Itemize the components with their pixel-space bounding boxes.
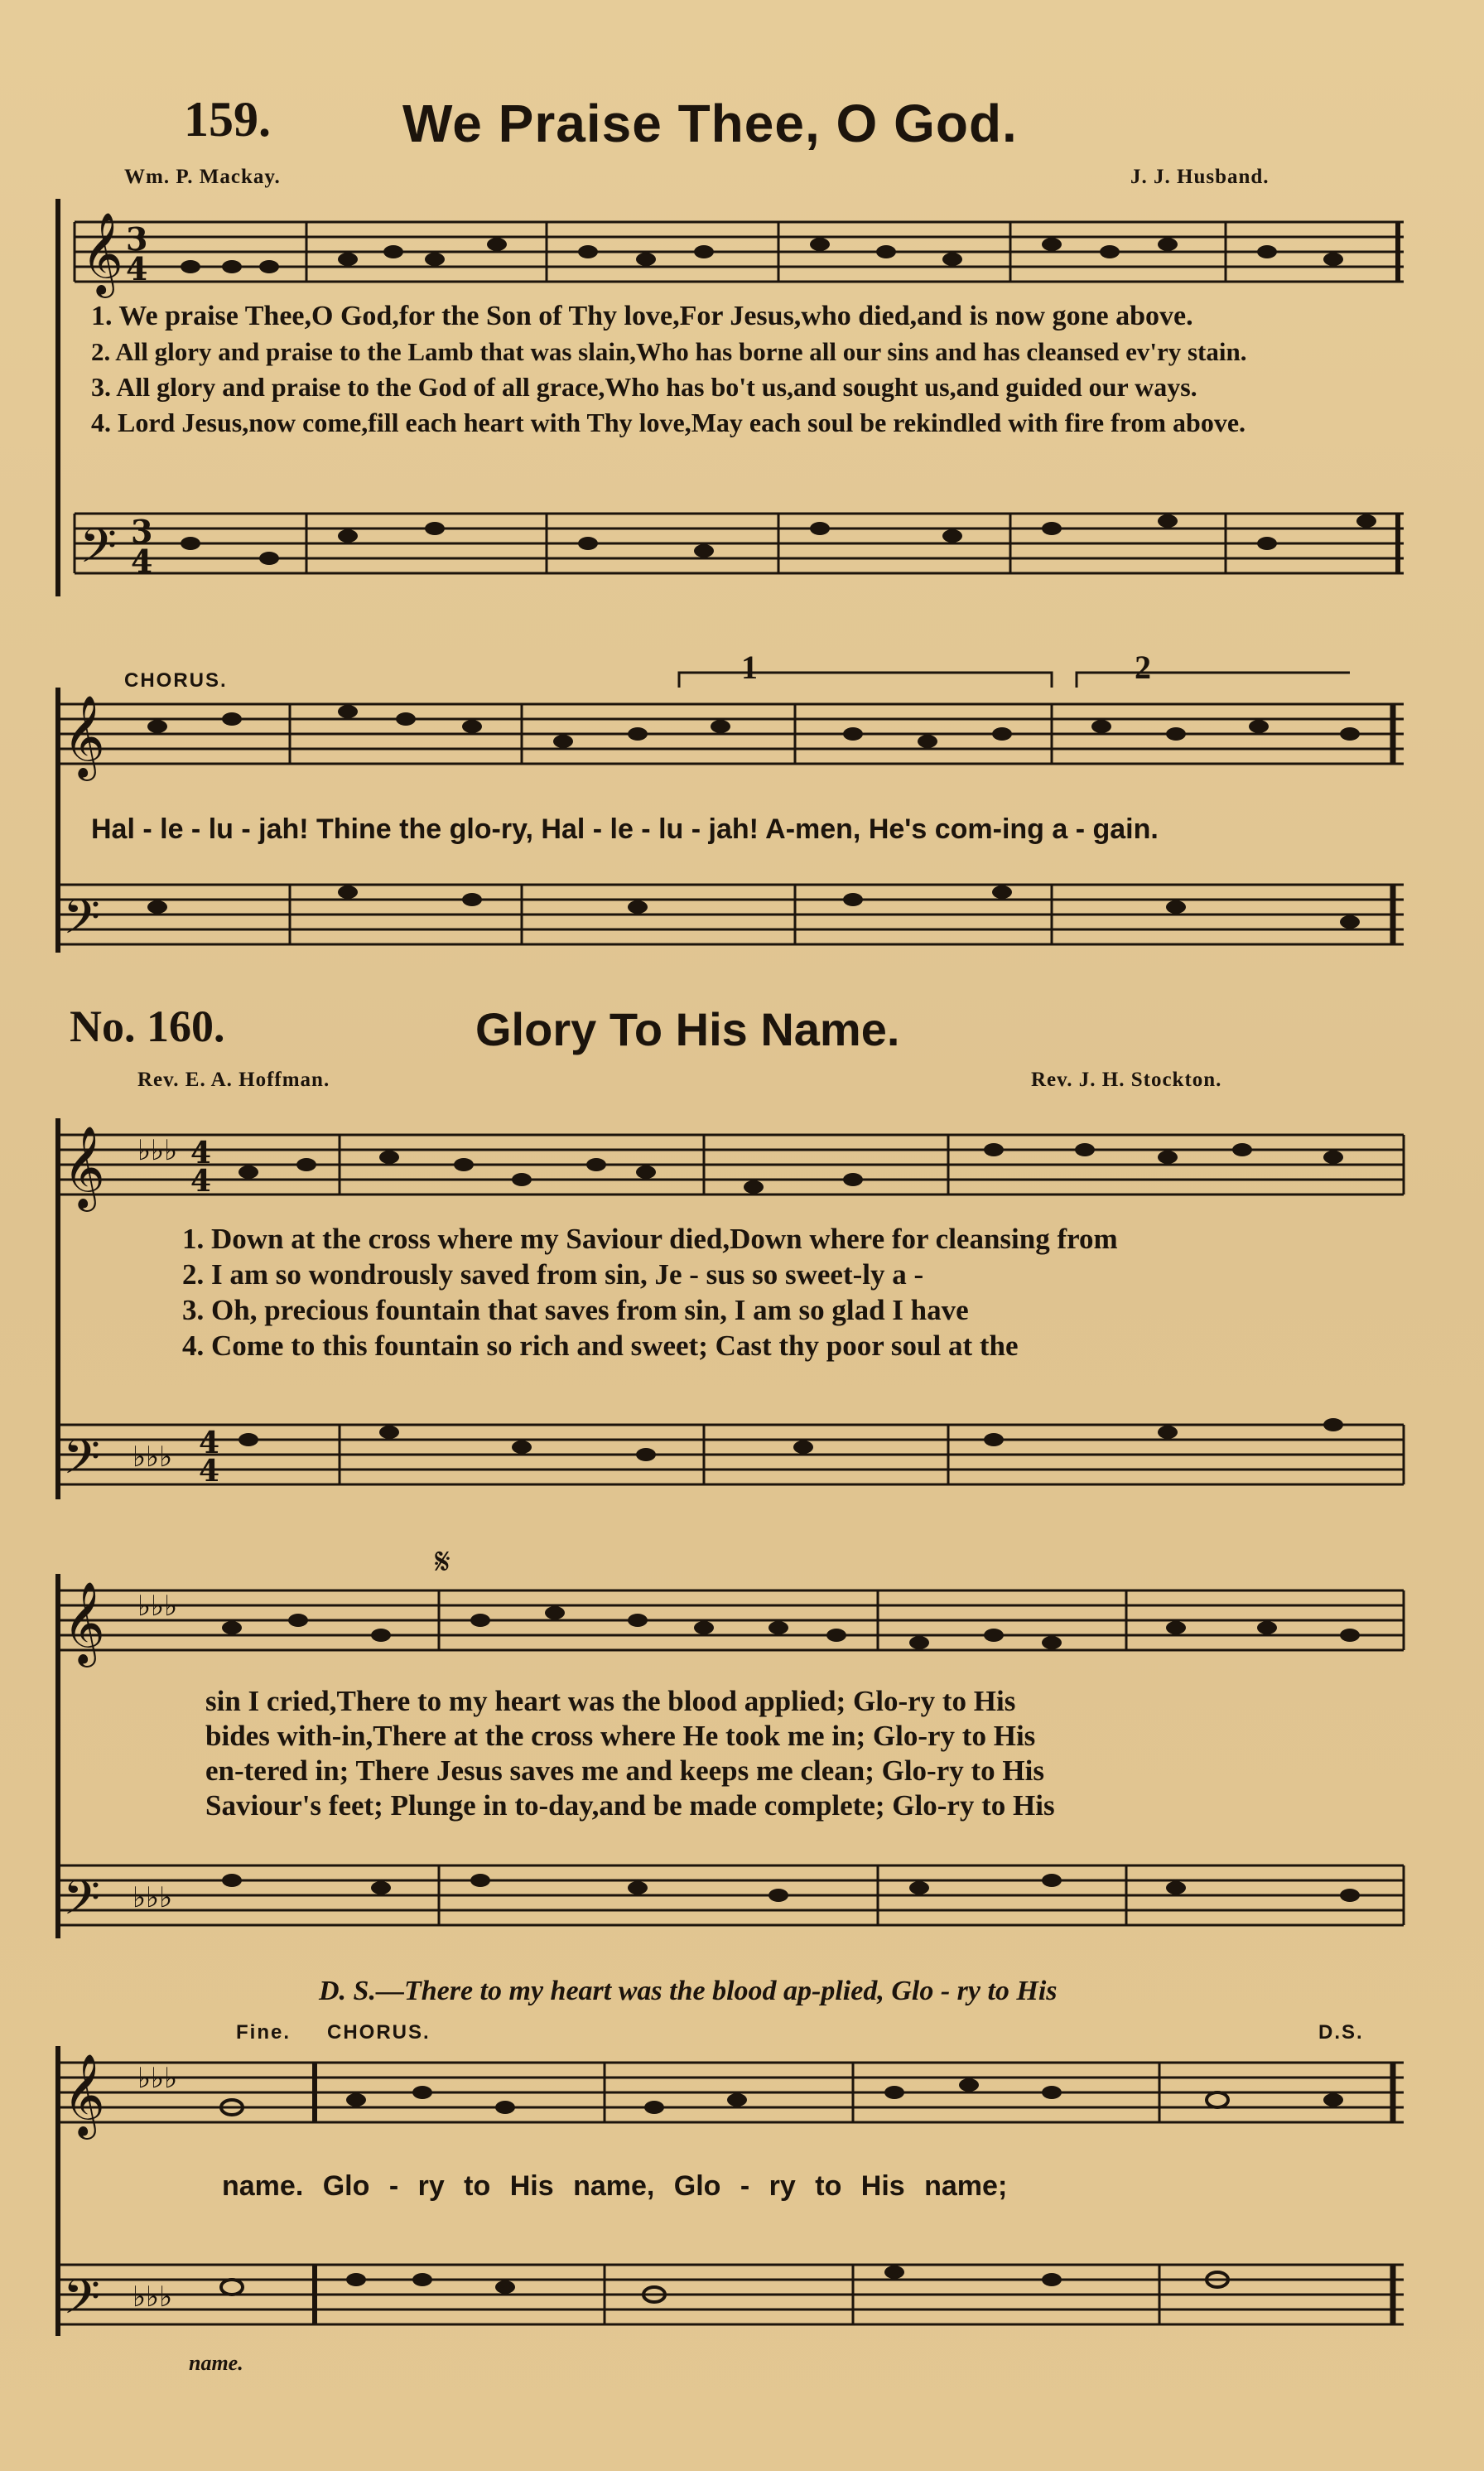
- verse-line: bides with-in,There at the cross where He took me in; Glo-ry to His: [205, 1720, 1036, 1752]
- verse-line: 3. All glory and praise to the God of all grace,Who has bo't us,and sought us,and guided our ways.: [91, 372, 1197, 402]
- svg-text:𝄢: 𝄢: [63, 889, 101, 957]
- svg-text:4: 4: [131, 543, 153, 580]
- verse-block: [91, 298, 1246, 441]
- fine-label: Fine.: [236, 2021, 292, 2044]
- svg-text:𝄢: 𝄢: [63, 2269, 101, 2337]
- svg-text:♭♭♭: ♭♭♭: [132, 2280, 173, 2314]
- svg-text:3: 3: [131, 513, 153, 550]
- verse-line: 2. All glory and praise to the Lamb that was slain,Who has borne all our sins and has cleansed ev'ry stain.: [91, 337, 1247, 366]
- da-segno-line: D. S.—There to my heart was the blood ap-plied, Glo - ry to His: [319, 1976, 1058, 2006]
- svg-text:4: 4: [190, 1136, 212, 1170]
- svg-text:♭♭♭: ♭♭♭: [132, 1441, 173, 1474]
- composer-credit: J. J. Husband.: [1130, 166, 1270, 188]
- verse-line: 1. Down at the cross where my Saviour died,Down where for cleansing from: [182, 1223, 1118, 1255]
- verse-line: sin I cried,There to my heart was the blood applied; Glo-ry to His: [205, 1685, 1016, 1717]
- svg-text:𝄞: 𝄞: [63, 1581, 105, 1664]
- hymn-title: Glory To His Name.: [475, 1003, 900, 1055]
- ds-mark: D.S.: [1318, 2021, 1364, 2044]
- svg-text:𝄋: 𝄋: [435, 1541, 450, 1583]
- svg-text:4: 4: [199, 1454, 220, 1489]
- music-staff-system-2: [58, 663, 1409, 961]
- verse-line: 1. We praise Thee,O God,for the Son of Thy love,For Jesus,who died,and is now gone above.: [91, 301, 1193, 331]
- verse-line: 4. Come to this fountain so rich and sweet; Cast thy poor soul at the: [182, 1330, 1019, 1362]
- svg-text:♭♭♭: ♭♭♭: [137, 1590, 178, 1623]
- author-credit: Wm. P. Mackay.: [124, 166, 281, 188]
- author-credit: Rev. E. A. Hoffman.: [137, 1069, 330, 1091]
- verse-block: [182, 1221, 1118, 1363]
- svg-text:𝄞: 𝄞: [63, 695, 105, 778]
- svg-text:4: 4: [126, 250, 148, 287]
- chorus-label: CHORUS.: [327, 2021, 431, 2044]
- verse-line: 3. Oh, precious fountain that saves from sin, I am so glad I have: [182, 1294, 969, 1326]
- svg-text:3: 3: [126, 220, 148, 258]
- chorus-lyric: name. Glo - ry to His name, Glo - ry to His name;: [222, 2170, 1008, 2202]
- svg-text:4: 4: [190, 1164, 212, 1199]
- svg-text:4: 4: [199, 1426, 220, 1460]
- verse-block: [205, 1684, 1055, 1823]
- svg-text:𝄞: 𝄞: [81, 212, 123, 295]
- ending-1-label: 1: [741, 649, 758, 686]
- svg-text:♭♭♭: ♭♭♭: [137, 1134, 178, 1167]
- verse-line: 4. Lord Jesus,now come,fill each heart with Thy love,May each soul be rekindled with fire from above.: [91, 408, 1246, 437]
- svg-text:𝄞: 𝄞: [63, 2054, 105, 2136]
- svg-text:𝄢: 𝄢: [63, 1429, 101, 1497]
- hymn-number: No. 160.: [70, 1001, 225, 1051]
- svg-text:♭♭♭: ♭♭♭: [137, 2062, 178, 2095]
- svg-text:𝄞: 𝄞: [63, 1126, 105, 1209]
- chorus-label: CHORUS.: [124, 669, 228, 692]
- svg-text:𝄢: 𝄢: [63, 1870, 101, 1938]
- chorus-lyric: Hal - le - lu - jah! Thine the glo-ry, Hal - le - lu - jah! A-men, He's com-ing a - gain.: [91, 813, 1159, 845]
- svg-text:♭♭♭: ♭♭♭: [132, 1881, 173, 1914]
- ending-2-label: 2: [1135, 649, 1151, 686]
- composer-credit: Rev. J. H. Stockton.: [1031, 1069, 1222, 1091]
- verse-line: 2. I am so wondrously saved from sin, Je - sus so sweet-ly a -: [182, 1258, 924, 1291]
- hymn-title: We Praise Thee, O God.: [402, 94, 1018, 153]
- verse-line: Saviour's feet; Plunge in to-day,and be made complete; Glo-ry to His: [205, 1789, 1055, 1822]
- hymn-number: 159.: [184, 92, 271, 147]
- bottom-lyric: name.: [189, 2351, 243, 2375]
- verse-line: en-tered in; There Jesus saves me and keeps me clean; Glo-ry to His: [205, 1754, 1044, 1787]
- svg-text:𝄢: 𝄢: [80, 518, 118, 586]
